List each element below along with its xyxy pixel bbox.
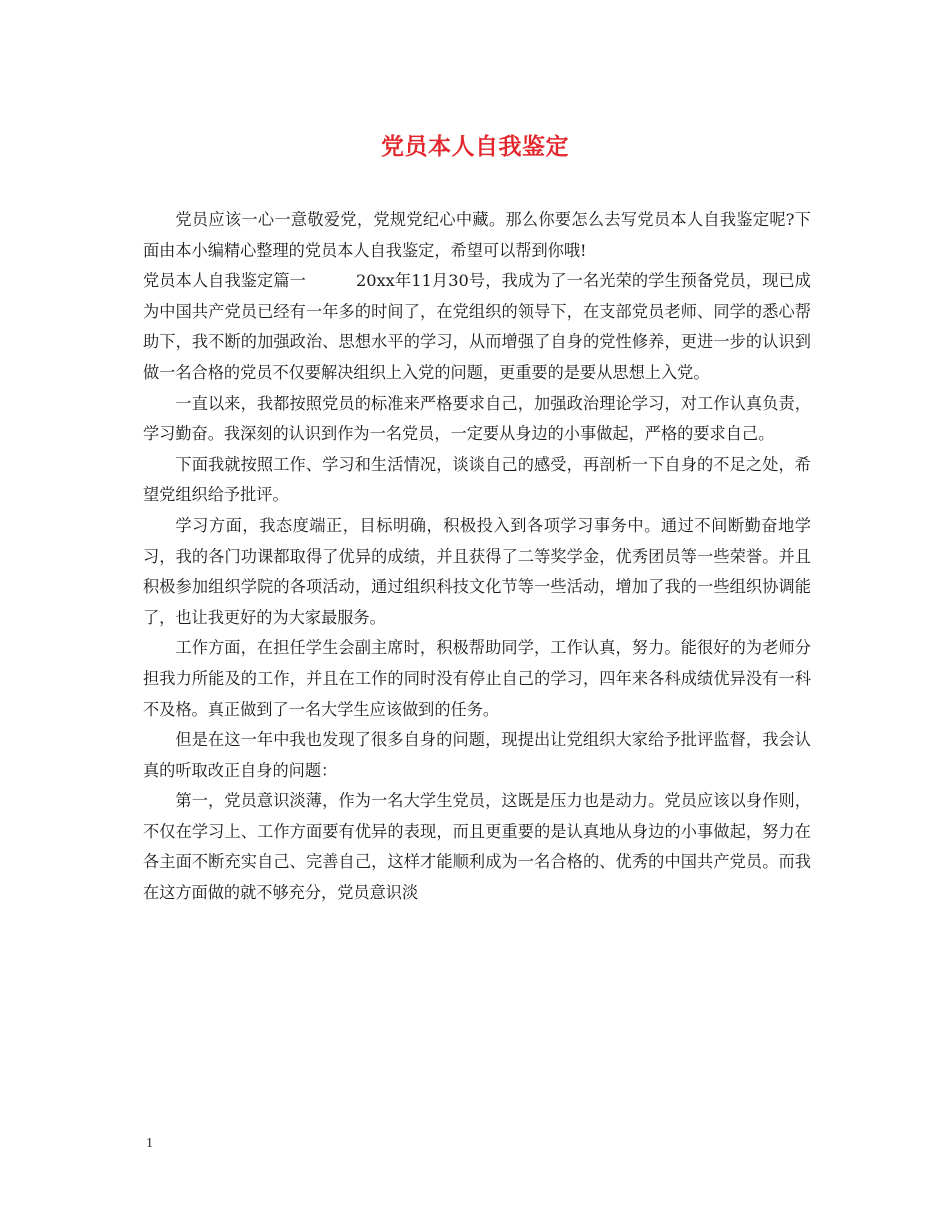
paragraph-problems: 但是在这一年中我也发现了很多自身的问题，现提出让党组织大家给予批评监督，我会认真的听取改正自身的问题： <box>143 730 811 780</box>
document-title: 党员本人自我鉴定 <box>381 133 569 160</box>
paragraph-overview: 下面我就按照工作、学习和生活情况，谈谈自己的感受，再剖析一下自身的不足之处，希望党组织给予批评。 <box>143 454 811 505</box>
paragraph-standards: 一直以来，我都按照党员的标准来严格要求自己，加强政治理论学习，对工作认真负责，学习勤奋。我深刻的认识到作为一名党员，一定要从身边的小事做起，严格的要求自己。 <box>143 393 811 444</box>
document-body <box>143 205 811 909</box>
paragraph-work: 工作方面，在担任学生会副主席时，积极帮助同学，工作认真，努力。能很好的为老师分担我力所能及的工作，并且在工作的同时没有停止自己的学习，四年来各科成绩优异没有一科不及格。真正做到了一名大学生应该做到的任务。 <box>143 638 811 719</box>
paragraph-section-one <box>143 266 811 388</box>
section-one-text: 20xx年11月30号，我成为了一名光荣的学生预备党员，现已成为中国共产党员已经有一年多的时间了，在党组织的领导下，在支部党员老师、同学的悉心帮助下，我不断的加强政治、思想水平的学习，从而增强了自身的党性修养，更进一步的认识到做一名合格的党员不仅要解决组织上入党的问题，更重要的是要从思想上入党。 <box>143 271 811 382</box>
paragraph-first-point: 第一，党员意识淡薄，作为一名大学生党员，这既是压力也是动力。党员应该以身作则，不仅在学习上、工作方面要有优异的表现，而且更重要的是认真地从身边的小事做起，努力在各主面不断充实自己、完善自己，这样才能顺利成为一名合格的、优秀的中国共产党员。而我在这方面做的就不够充分，党员意识淡 <box>143 791 811 903</box>
section-heading: 党员本人自我鉴定篇一 <box>143 271 306 291</box>
paragraph-intro: 党员应该一心一意敬爱党，党规党纪心中藏。那么你要怎么去写党员本人自我鉴定呢?下面由本小编精心整理的党员本人自我鉴定，希望可以帮到你哦! <box>143 210 811 260</box>
paragraph-study: 学习方面，我态度端正，目标明确，积极投入到各项学习事务中。通过不间断勤奋地学习，我的各门功课都取得了优异的成绩，并且获得了二等奖学金，优秀团员等一些荣誉。并且积极参加组织学院的各项活动，通过组织科技文化节等一些活动，增加了我的一些组织协调能了，也让我更好的为大家最服务。 <box>143 515 811 627</box>
page-number: 1 <box>146 1136 153 1151</box>
